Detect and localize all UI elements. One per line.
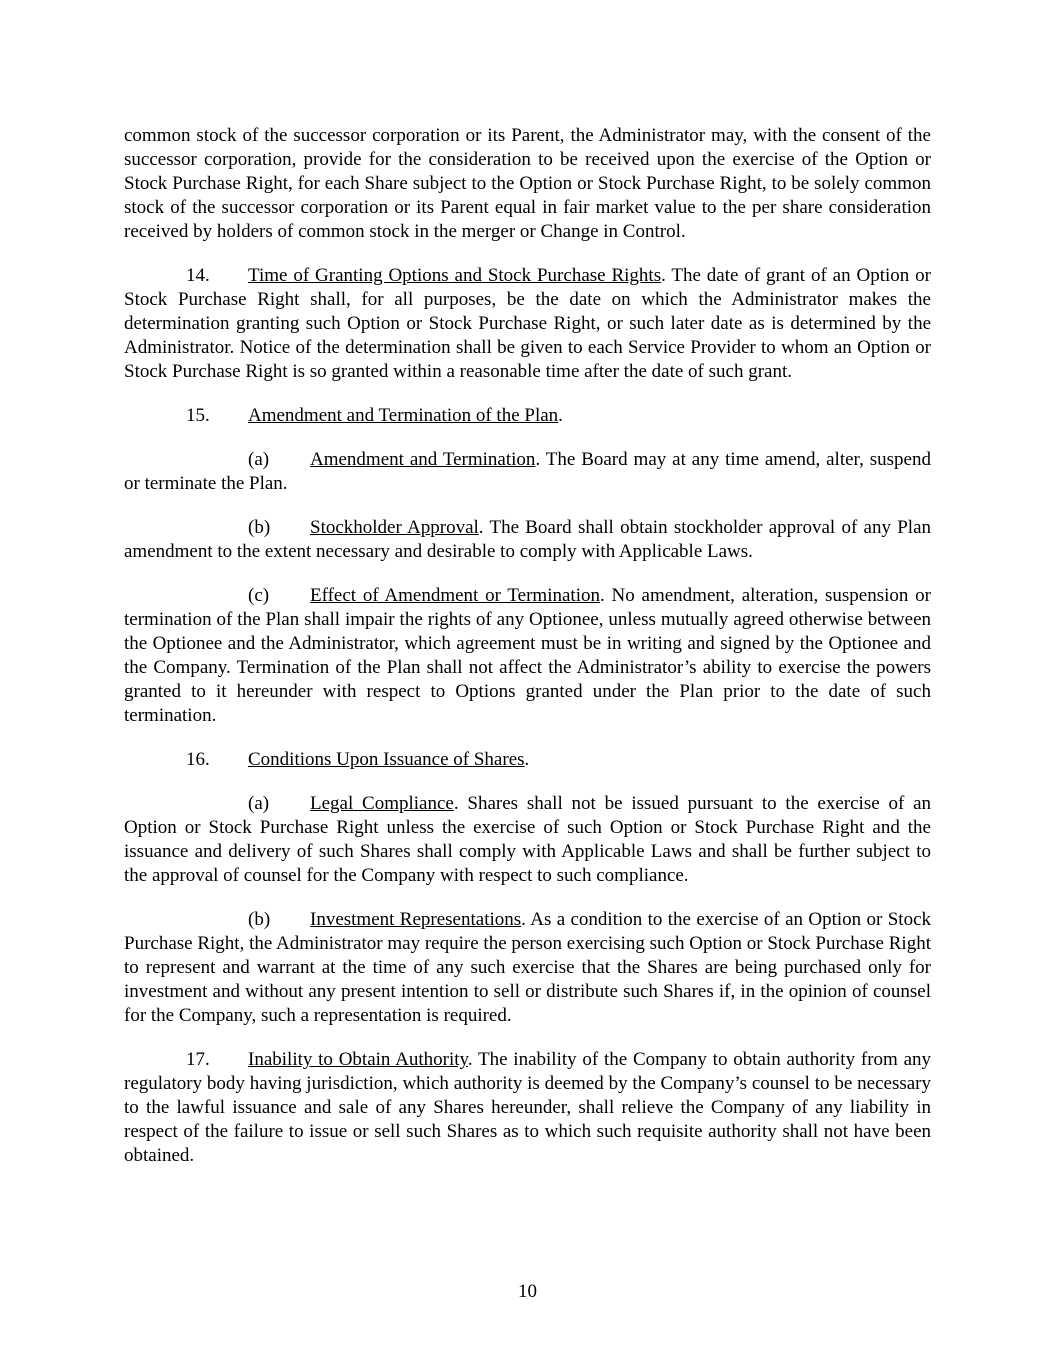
document-page [124,124,931,1188]
section-14-text: . The date of grant of an Option or Stock Purchase Right shall, for all purposes, be the date on which the Administrator makes the determination granting such Option or Stock Purchase Right, or such later date as is determined by the Administrator. Notice of the determination shall be given to each Service Provider to whom an Option or Stock Purchase Right is so granted within a reasonable time after the date of such grant. [124,265,931,382]
section-15-text: . [558,405,563,426]
section-15b [124,516,931,564]
section-16a-heading: Legal Compliance [310,793,454,814]
page-number: 10 [518,1281,537,1302]
section-15a-label: (a) [248,449,270,470]
section-14 [124,264,931,384]
section-16a-label: (a) [248,793,270,814]
section-15b-text: . The Board shall obtain stockholder approval of any Plan amendment to the extent necessary and desirable to comply with Applicable Laws. [124,517,931,562]
section-17-text: . The inability of the Company to obtain authority from any regulatory body having jurisdiction, which authority is deemed by the Company’s counsel to be necessary to the lawful issuance and sale of any Shares hereunder, shall relieve the Company of any liability in respect of the failure to issue or sell such Shares as to which such requisite authority shall not have been obtained. [124,1049,932,1166]
section-15a [124,448,931,496]
section-15 [124,404,931,428]
section-16 [124,748,931,772]
section-15a-heading: Amendment and Termination [310,449,536,470]
section-15c-label: (c) [248,585,270,606]
section-16b-heading: Investment Representations [310,909,522,930]
section-16-heading: Conditions Upon Issuance of Shares [248,749,525,770]
section-16b-text: . As a condition to the exercise of an Option or Stock Purchase Right, the Administrator may require the person exercising such Option or Stock Purchase Right to represent and warrant at the time of any such exercise that the Shares are being purchased only for investment and without any present intention to sell or distribute such Shares if, in the opinion of counsel for the Company, such a representation is required. [124,909,932,1026]
section-14-heading: Time of Granting Options and Stock Purchase Rights [248,265,662,286]
continuation-paragraph: common stock of the successor corporation or its Parent, the Administrator may, with the consent of the successor corporation, provide for the consideration to be received upon the exercise of the Option or Stock Purchase Right, for each Share subject to the Option or Stock Purchase Right, to be solely common stock of the successor corporation or its Parent equal in fair market value to the per share consideration received by holders of common stock in the merger or Change in Control. [124,125,931,242]
section-16b-label: (b) [248,909,271,930]
section-16a-text: . Shares shall not be issued pursuant to the exercise of an Option or Stock Purchase Right unless the exercise of such Option or Stock Purchase Right and the issuance and delivery of such Shares shall comply with Applicable Laws and shall be further subject to the approval of counsel for the Company with respect to such compliance. [124,793,931,886]
section-16-text: . [524,749,530,770]
section-16b [124,908,931,1028]
section-15a-text: . The Board may at any time amend, alter, suspend or terminate the Plan. [124,449,931,494]
section-16-number: 16. [186,749,210,770]
section-17-number: 17. [186,1049,210,1070]
section-15c [124,584,931,728]
section-17 [124,1048,931,1168]
section-15-number: 15. [186,405,210,426]
section-15-heading: Amendment and Termination of the Plan [248,405,559,426]
section-17-heading: Inability to Obtain Authority [248,1049,468,1070]
section-16a [124,792,931,888]
section-15c-text: . No amendment, alteration, suspension or termination of the Plan shall impair the rights of any Optionee, unless mutually agreed otherwise between the Optionee and the Administrator, which agreement must be in writing and signed by the Optionee and the Company. Termination of the Plan shall not affect the Administrator’s ability to exercise the powers granted to it hereunder with respect to Options granted under the Plan prior to the date of such termination. [124,585,931,726]
section-15b-label: (b) [248,517,271,538]
section-15b-heading: Stockholder Approval [310,517,479,538]
section-15c-heading: Effect of Amendment or Termination [310,585,600,606]
section-14-number: 14. [186,265,210,286]
